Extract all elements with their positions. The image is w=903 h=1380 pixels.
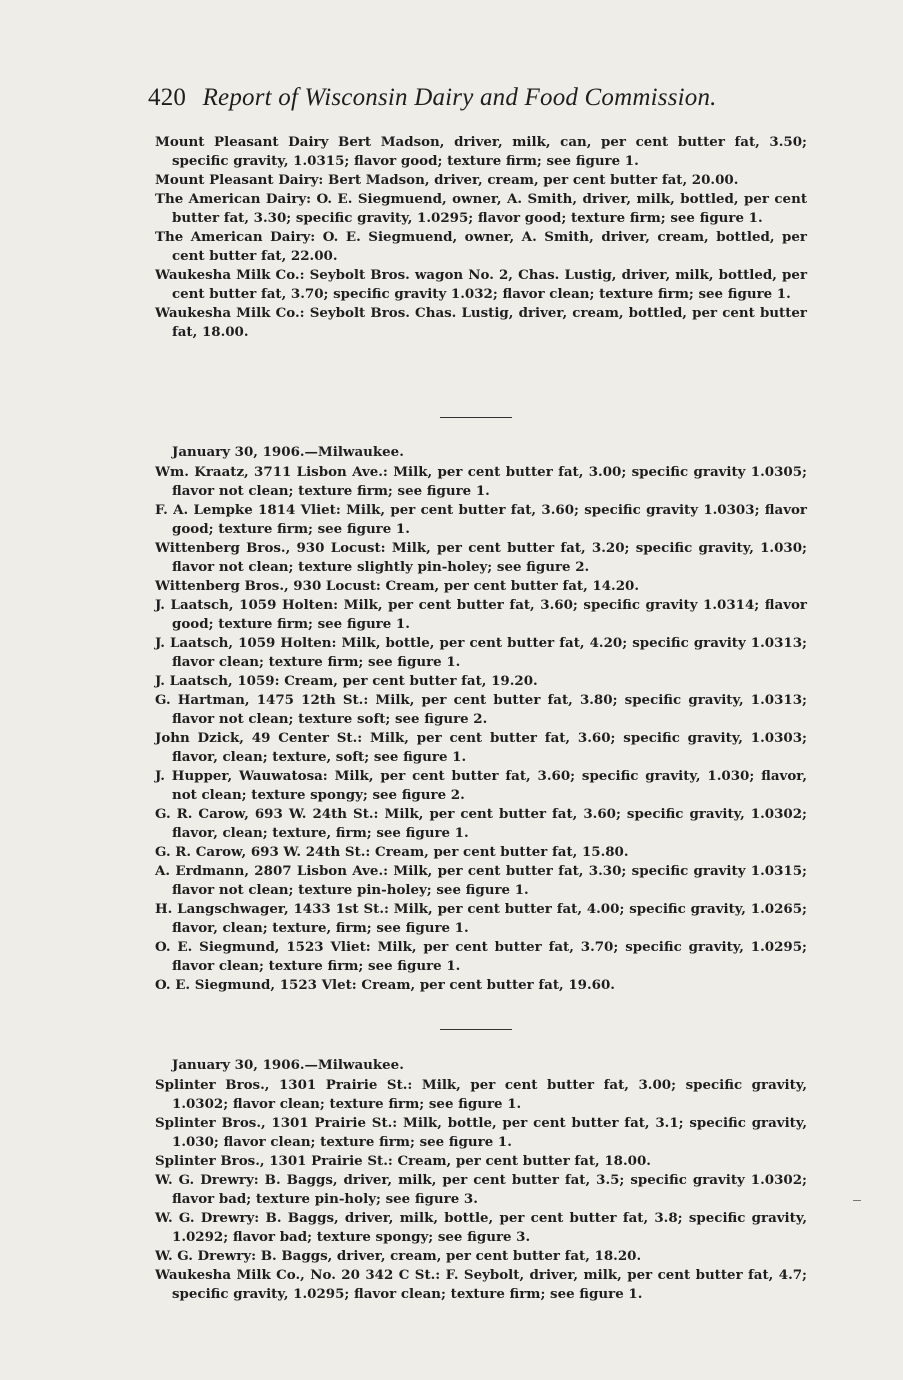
- entry: Wittenberg Bros., 930 Locust: Cream, per cent butter fat, 14.20.: [155, 578, 639, 594]
- entry: Mount Pleasant Dairy: Bert Madson, driver, cream, per cent butter fat, 20.00.: [155, 172, 739, 188]
- section-2: [155, 443, 807, 995]
- entry: W. G. Drewry: B. Baggs, driver, milk, bottle, per cent butter fat, 3.8; specific gravity, 1.0292; flavor bad; texture spongy; see figure 3.: [155, 1210, 807, 1245]
- section-divider: [440, 417, 512, 418]
- entry: O. E. Siegmund, 1523 Vliet: Milk, per cent butter fat, 3.70; specific gravity, 1.0295; flavor clean; texture firm; see figure 1.: [155, 939, 807, 974]
- section-1: [155, 133, 807, 342]
- entry: A. Erdmann, 2807 Lisbon Ave.: Milk, per cent butter fat, 3.30; specific gravity 1.0315; flavor not clean; texture pin-holey; see figure 1.: [155, 863, 807, 898]
- entry: Wm. Kraatz, 3711 Lisbon Ave.: Milk, per cent butter fat, 3.00; specific gravity 1.0305; flavor not clean; texture firm; see figure 1.: [155, 464, 807, 499]
- section-date: January 30, 1906.—Milwaukee.: [172, 1057, 404, 1073]
- entry: J. Laatsch, 1059 Holten: Milk, per cent butter fat, 3.60; specific gravity 1.0314; flavor good; texture firm; see figure 1.: [155, 597, 807, 632]
- entry: The American Dairy: O. E. Siegmuend, owner, A. Smith, driver, milk, bottled, per cent butter fat, 3.30; specific gravity, 1.0295; flavor good; texture firm; see figure 1.: [155, 191, 807, 226]
- entry: G. Hartman, 1475 12th St.: Milk, per cent butter fat, 3.80; specific gravity, 1.0313; flavor not clean; texture soft; see figure 2.: [155, 692, 807, 727]
- entry: J. Laatsch, 1059: Cream, per cent butter fat, 19.20.: [155, 673, 538, 689]
- entry: W. G. Drewry: B. Baggs, driver, cream, per cent butter fat, 18.20.: [155, 1248, 642, 1264]
- entry: J. Hupper, Wauwatosa: Milk, per cent butter fat, 3.60; specific gravity, 1.030; flavor, not clean; texture spongy; see figure 2.: [155, 768, 807, 803]
- entry: O. E. Siegmund, 1523 Vlet: Cream, per cent butter fat, 19.60.: [155, 977, 615, 993]
- section-3: [155, 1056, 807, 1304]
- entry: F. A. Lempke 1814 Vliet: Milk, per cent butter fat, 3.60; specific gravity 1.0303; flavor good; texture firm; see figure 1.: [155, 502, 807, 537]
- section-date: January 30, 1906.—Milwaukee.: [172, 444, 404, 460]
- page-header: [148, 84, 717, 112]
- running-title: Report of Wisconsin Dairy and Food Commission.: [202, 84, 717, 111]
- section-divider: [440, 1029, 512, 1030]
- page-number: 420: [148, 84, 187, 111]
- entry: Waukesha Milk Co.: Seybolt Bros. wagon No. 2, Chas. Lustig, driver, milk, bottled, per cent butter fat, 3.70; specific gravity 1.032; flavor clean; texture firm; see figure 1.: [155, 267, 807, 302]
- entry: Mount Pleasant Dairy Bert Madson, driver, milk, can, per cent butter fat, 3.50; specific gravity, 1.0315; flavor good; texture firm; see figure 1.: [155, 134, 807, 169]
- entry: Splinter Bros., 1301 Prairie St.: Cream, per cent butter fat, 18.00.: [155, 1153, 651, 1169]
- margin-mark: [853, 1200, 861, 1201]
- entry: Waukesha Milk Co., No. 20 342 C St.: F. Seybolt, driver, milk, per cent butter fat, 4.7; specific gravity, 1.0295; flavor clean; texture firm; see figure 1.: [155, 1267, 807, 1302]
- entry: Waukesha Milk Co.: Seybolt Bros. Chas. Lustig, driver, cream, bottled, per cent butter fat, 18.00.: [155, 305, 807, 340]
- entry: The American Dairy: O. E. Siegmuend, owner, A. Smith, driver, cream, bottled, per cent butter fat, 22.00.: [155, 229, 807, 264]
- entry: Splinter Bros., 1301 Prairie St.: Milk, per cent butter fat, 3.00; specific gravity, 1.0302; flavor clean; texture firm; see figure 1.: [155, 1077, 807, 1112]
- entry: J. Laatsch, 1059 Holten: Milk, bottle, per cent butter fat, 4.20; specific gravity 1.0313; flavor clean; texture firm; see figure 1.: [155, 635, 807, 670]
- entry: W. G. Drewry: B. Baggs, driver, milk, per cent butter fat, 3.5; specific gravity 1.0302; flavor bad; texture pin-holy; see figure 3.: [155, 1172, 807, 1207]
- entry: Splinter Bros., 1301 Prairie St.: Milk, bottle, per cent butter fat, 3.1; specific gravity, 1.030; flavor clean; texture firm; see figure 1.: [155, 1115, 807, 1150]
- entry: G. R. Carow, 693 W. 24th St.: Milk, per cent butter fat, 3.60; specific gravity, 1.0302; flavor, clean; texture, firm; see figure 1.: [155, 806, 807, 841]
- entry: H. Langschwager, 1433 1st St.: Milk, per cent butter fat, 4.00; specific gravity, 1.0265; flavor, clean; texture, firm; see figure 1.: [155, 901, 807, 936]
- entry: John Dzick, 49 Center St.: Milk, per cent butter fat, 3.60; specific gravity, 1.0303; flavor, clean; texture, soft; see figure 1.: [155, 730, 807, 765]
- entry: G. R. Carow, 693 W. 24th St.: Cream, per cent butter fat, 15.80.: [155, 844, 629, 860]
- entry: Wittenberg Bros., 930 Locust: Milk, per cent butter fat, 3.20; specific gravity, 1.030; flavor not clean; texture slightly pin-holey; see figure 2.: [155, 540, 807, 575]
